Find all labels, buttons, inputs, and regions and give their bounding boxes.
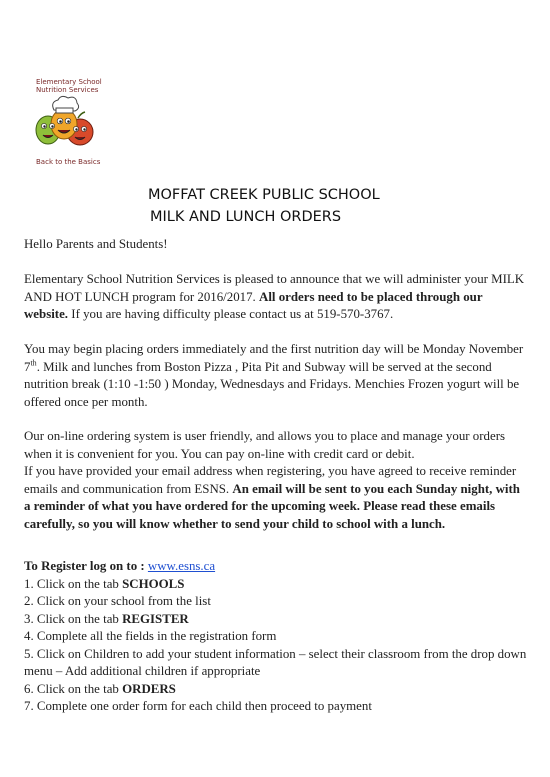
esns-logo (24, 68, 120, 176)
registration-step: 3. Click on the tab REGISTER (24, 611, 189, 626)
greeting: Hello Parents and Students! (24, 237, 168, 251)
page-title (148, 184, 380, 228)
title-school: MOFFAT CREEK PUBLIC SCHOOL (148, 187, 380, 203)
register-heading: To Register log on to : www.esns.ca (24, 559, 216, 573)
registration-step: 1. Click on the tab SCHOOLS (24, 576, 185, 591)
registration-step: 7. Complete one order form for each child then proceed to payment (24, 699, 372, 713)
registration-instructions (24, 558, 529, 716)
registration-step: 4. Complete all the fields in the registration form (24, 629, 277, 643)
orders-online-notice: All orders need to be placed through our website. (24, 289, 483, 321)
logo-top-text: Elementary School Nutrition Services (36, 78, 102, 94)
intro-paragraph: Elementary School Nutrition Services is pleased to announce that we will administer your MILK AND HOT LUNCH program for 2016/2017. All orders need to be placed through our website. If you are having difficulty please contact us at 519-570-3767. (24, 272, 525, 321)
esns-website-link[interactable]: www.esns.ca (147, 559, 216, 573)
logo-tagline: Back to the Basics (36, 158, 101, 166)
ordering-system-paragraph: Our on-line ordering system is user friendly, and allows you to place and manage your orders when it is convenient for you. You can pay on-line with credit card or debit. (24, 429, 505, 461)
email-reminder-paragraph: If you have provided your email address when registering, you have agreed to receive reminder emails and communication from ESNS. An email will be sent to you each Sunday night, with a reminder of what you have ordered for the upcoming week. Please read these emails carefully, so you will know whether to send your child to school with a lunch. (24, 464, 520, 531)
title-subject: MILK AND LUNCH ORDERS (150, 209, 342, 225)
email-reminder-notice: An email will be sent to you each Sunday night, with a reminder of what you have ordered for the upcoming week. Please read these emails carefully, so you will know whether to send your child to school with a lunch. (24, 481, 520, 531)
registration-steps (24, 576, 529, 716)
registration-step: 5. Click on Children to add your student information – select their classroom from the drop down menu – Add additional children if appropriate (24, 646, 527, 678)
start-date-paragraph: You may begin placing orders immediately and the first nutrition day will be Monday November 7th. Milk and lunches from Boston Pizza , Pita Pit and Subway will be served at the second nutrition break (1:10 -1:50 ) Monday, Wednesdays and Fridays. Menchies Frozen yogurt will be offered once per month. (24, 342, 524, 409)
registration-step: 2. Click on your school from the list (24, 594, 211, 608)
registration-step: 6. Click on the tab ORDERS (24, 681, 176, 696)
fruit-characters-icon (34, 94, 96, 158)
